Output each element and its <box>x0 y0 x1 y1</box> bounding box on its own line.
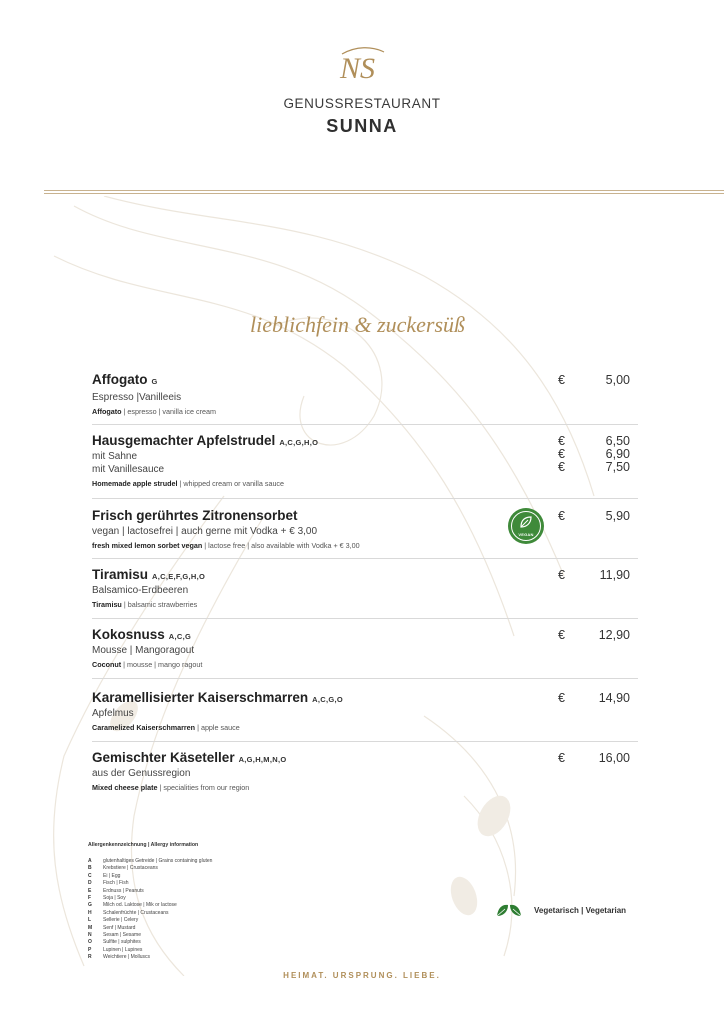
currency-symbol: € <box>558 434 565 448</box>
menu-item-apfelstrudel <box>92 433 638 489</box>
currency-symbol: € <box>558 460 565 474</box>
allergy-row <box>88 902 388 909</box>
allergy-text: Weichtiere | Molluscs <box>103 954 151 961</box>
allergy-text: Sulfite | sulphites <box>103 939 141 946</box>
footer-motto: HEIMAT. URSPRUNG. LIEBE. <box>283 971 441 980</box>
restaurant-name: SUNNA <box>326 116 398 136</box>
currency-symbol: € <box>558 751 565 765</box>
item-english <box>92 478 638 489</box>
item-english <box>92 722 638 733</box>
item-divider <box>92 498 638 499</box>
item-divider <box>92 558 638 559</box>
item-english-description: | lactose free | also available with Vodka + € 3,00 <box>204 541 360 550</box>
menu-item-kaeseteller <box>92 750 638 793</box>
item-allergens: A,C,G,O <box>312 695 343 704</box>
allergy-row <box>88 873 388 880</box>
price-amount: 12,90 <box>598 628 630 642</box>
allergy-row <box>88 895 388 902</box>
menu-item-zitronensorbet <box>92 508 638 551</box>
item-description: mit Sahne <box>92 451 138 462</box>
price-column <box>558 629 630 642</box>
allergy-row <box>88 954 388 961</box>
item-name: Hausgemachter Apfelstrudel <box>92 433 276 448</box>
item-english-description: | mousse | mango ragout <box>123 660 203 669</box>
item-english-name: Caramelized Kaiserschmarren <box>92 723 196 732</box>
price-row <box>558 461 630 474</box>
item-english-description: | whipped cream or vanilla sauce <box>179 479 285 488</box>
item-allergens: A,C,E,F,G,H,O <box>152 572 206 581</box>
vegan-badge <box>508 508 544 544</box>
allergy-code: C <box>88 872 92 879</box>
item-allergens: A,G,H,M,N,O <box>238 755 287 764</box>
vegan-leaf-icon <box>519 515 533 529</box>
item-english <box>92 540 638 551</box>
item-name: Affogato <box>92 372 148 387</box>
currency-symbol: € <box>558 509 565 523</box>
allergy-code: L <box>88 917 92 924</box>
item-english-description: | espresso | vanilla ice cream <box>123 407 216 416</box>
allergy-text: Sellerie | Celery <box>103 917 139 924</box>
allergy-row <box>88 925 388 932</box>
item-description: mit Vanillesauce <box>92 464 165 475</box>
item-description: Mousse | Mangoragout <box>92 645 195 656</box>
price-amount: 11,90 <box>599 568 630 582</box>
item-english-description: | apple sauce <box>197 723 240 732</box>
price-amount: 14,90 <box>598 691 630 705</box>
allergy-code: A <box>88 858 92 864</box>
allergy-text: Milch od. Laktose | Mik or lactose <box>103 902 177 909</box>
section-title: lieblichfein & zuckersüß <box>250 312 466 337</box>
allergy-code: R <box>88 954 92 961</box>
allergy-code: H <box>88 909 92 916</box>
currency-symbol: € <box>558 373 565 387</box>
item-english-name: Affogato <box>92 407 122 416</box>
price-amount: 5,00 <box>605 373 630 387</box>
price-amount: 5,90 <box>605 509 630 523</box>
allergy-text: Ei | Egg <box>103 872 121 879</box>
price-amount: 6,90 <box>605 447 630 461</box>
price-row <box>558 692 630 705</box>
item-divider <box>92 678 638 679</box>
allergy-text: Senf | Mustard <box>103 924 136 931</box>
allergy-text: Lupinen | Lupines <box>103 946 143 953</box>
item-english-description: | specialities from our region <box>159 783 250 792</box>
allergy-code: M <box>88 924 93 931</box>
vegetarian-legend <box>496 901 626 919</box>
price-row <box>558 510 630 523</box>
item-english-name: fresh mixed lemon sorbet vegan <box>92 541 203 550</box>
price-amount: 16,00 <box>598 751 630 765</box>
allergy-row <box>88 865 388 872</box>
allergy-row <box>88 947 388 954</box>
allergy-row <box>88 917 388 924</box>
logo-monogram: NS <box>340 52 376 85</box>
allergy-text: Sesam | Sesame <box>103 932 141 939</box>
vegetarian-label: Vegetarisch | Vegetarian <box>534 905 627 915</box>
item-description: Apfelmus <box>92 708 134 719</box>
menu-item-kokosnuss <box>92 627 638 670</box>
item-english <box>92 406 638 417</box>
item-name: Kokosnuss <box>92 627 165 642</box>
allergy-code: E <box>88 887 92 894</box>
allergy-row <box>88 939 388 946</box>
allergy-title: Allergenkennzeichnung | Allergy information <box>88 842 199 848</box>
allergy-text: glutenhaltiges Getreide | Grains containing gluten <box>103 858 213 864</box>
item-allergens: A,C,G <box>168 632 192 641</box>
price-row <box>558 374 630 387</box>
price-column <box>558 435 630 474</box>
item-english-name: Coconut <box>92 660 122 669</box>
item-description: aus der Genussregion <box>92 768 191 779</box>
item-description: Balsamico-Erdbeeren <box>92 585 189 596</box>
item-divider <box>92 424 638 425</box>
menu-item-kaiserschmarren <box>92 690 638 733</box>
allergy-code: N <box>88 932 92 939</box>
currency-symbol: € <box>558 447 565 461</box>
allergy-row <box>88 858 388 865</box>
item-name: Karamellisierter Kaiserschmarren <box>92 690 309 705</box>
item-allergens: G <box>151 377 158 386</box>
allergy-text: Krebstiere | Crustaceans <box>103 865 158 872</box>
currency-symbol: € <box>558 568 565 582</box>
item-english-name: Homemade apple strudel <box>92 479 178 488</box>
price-amount: 7,50 <box>605 460 630 474</box>
allergy-row <box>88 888 388 895</box>
allergy-code: B <box>88 865 92 872</box>
allergy-row <box>88 880 388 887</box>
currency-symbol: € <box>558 628 565 642</box>
item-english-description: | balsamic strawberries <box>123 600 198 609</box>
price-column <box>558 374 630 387</box>
item-description: Espresso |Vanilleeis <box>92 392 182 403</box>
allergy-code: P <box>88 946 92 953</box>
price-row <box>558 752 630 765</box>
header-divider <box>44 190 724 194</box>
price-column <box>558 692 630 705</box>
leaf-icon <box>496 901 522 919</box>
item-english <box>92 659 638 670</box>
price-column <box>558 752 630 765</box>
allergy-text: Fisch | Fish <box>103 880 129 887</box>
allergy-code: O <box>88 939 92 946</box>
allergy-code: D <box>88 880 92 887</box>
item-description: vegan | lactosefrei | auch gerne mit Vodka + € 3,00 <box>92 526 318 537</box>
restaurant-logo-icon <box>336 44 388 88</box>
price-row <box>558 569 630 582</box>
allergy-row <box>88 910 388 917</box>
price-amount: 6,50 <box>605 434 630 448</box>
allergy-code: G <box>88 902 92 909</box>
item-english <box>92 599 638 610</box>
allergy-text: Schalenfrüchte | Crustaceans <box>103 909 169 916</box>
menu-item-affogato <box>92 372 638 417</box>
price-column <box>558 510 630 523</box>
item-allergens: A,C,G,H,O <box>279 438 319 447</box>
item-english-name: Mixed cheese plate <box>92 783 158 792</box>
allergy-code: F <box>88 895 92 902</box>
vegan-badge-label: VEGAN <box>518 532 534 537</box>
allergy-information <box>88 842 388 962</box>
price-row <box>558 629 630 642</box>
item-divider <box>92 618 638 619</box>
item-english <box>92 782 638 793</box>
allergy-row <box>88 932 388 939</box>
currency-symbol: € <box>558 691 565 705</box>
allergy-text: Soja | Soy <box>103 895 126 902</box>
item-divider <box>92 741 638 742</box>
restaurant-type: GENUSSRESTAURANT <box>283 96 441 111</box>
allergy-text: Erdnuss | Peanuts <box>103 887 144 894</box>
price-column <box>558 569 630 582</box>
item-name: Frisch gerührtes Zitronensorbet <box>92 508 298 523</box>
item-name: Tiramisu <box>92 567 149 582</box>
item-english-name: Tiramisu <box>92 600 122 609</box>
item-name: Gemischter Käseteller <box>92 750 235 765</box>
menu-item-tiramisu <box>92 567 638 610</box>
